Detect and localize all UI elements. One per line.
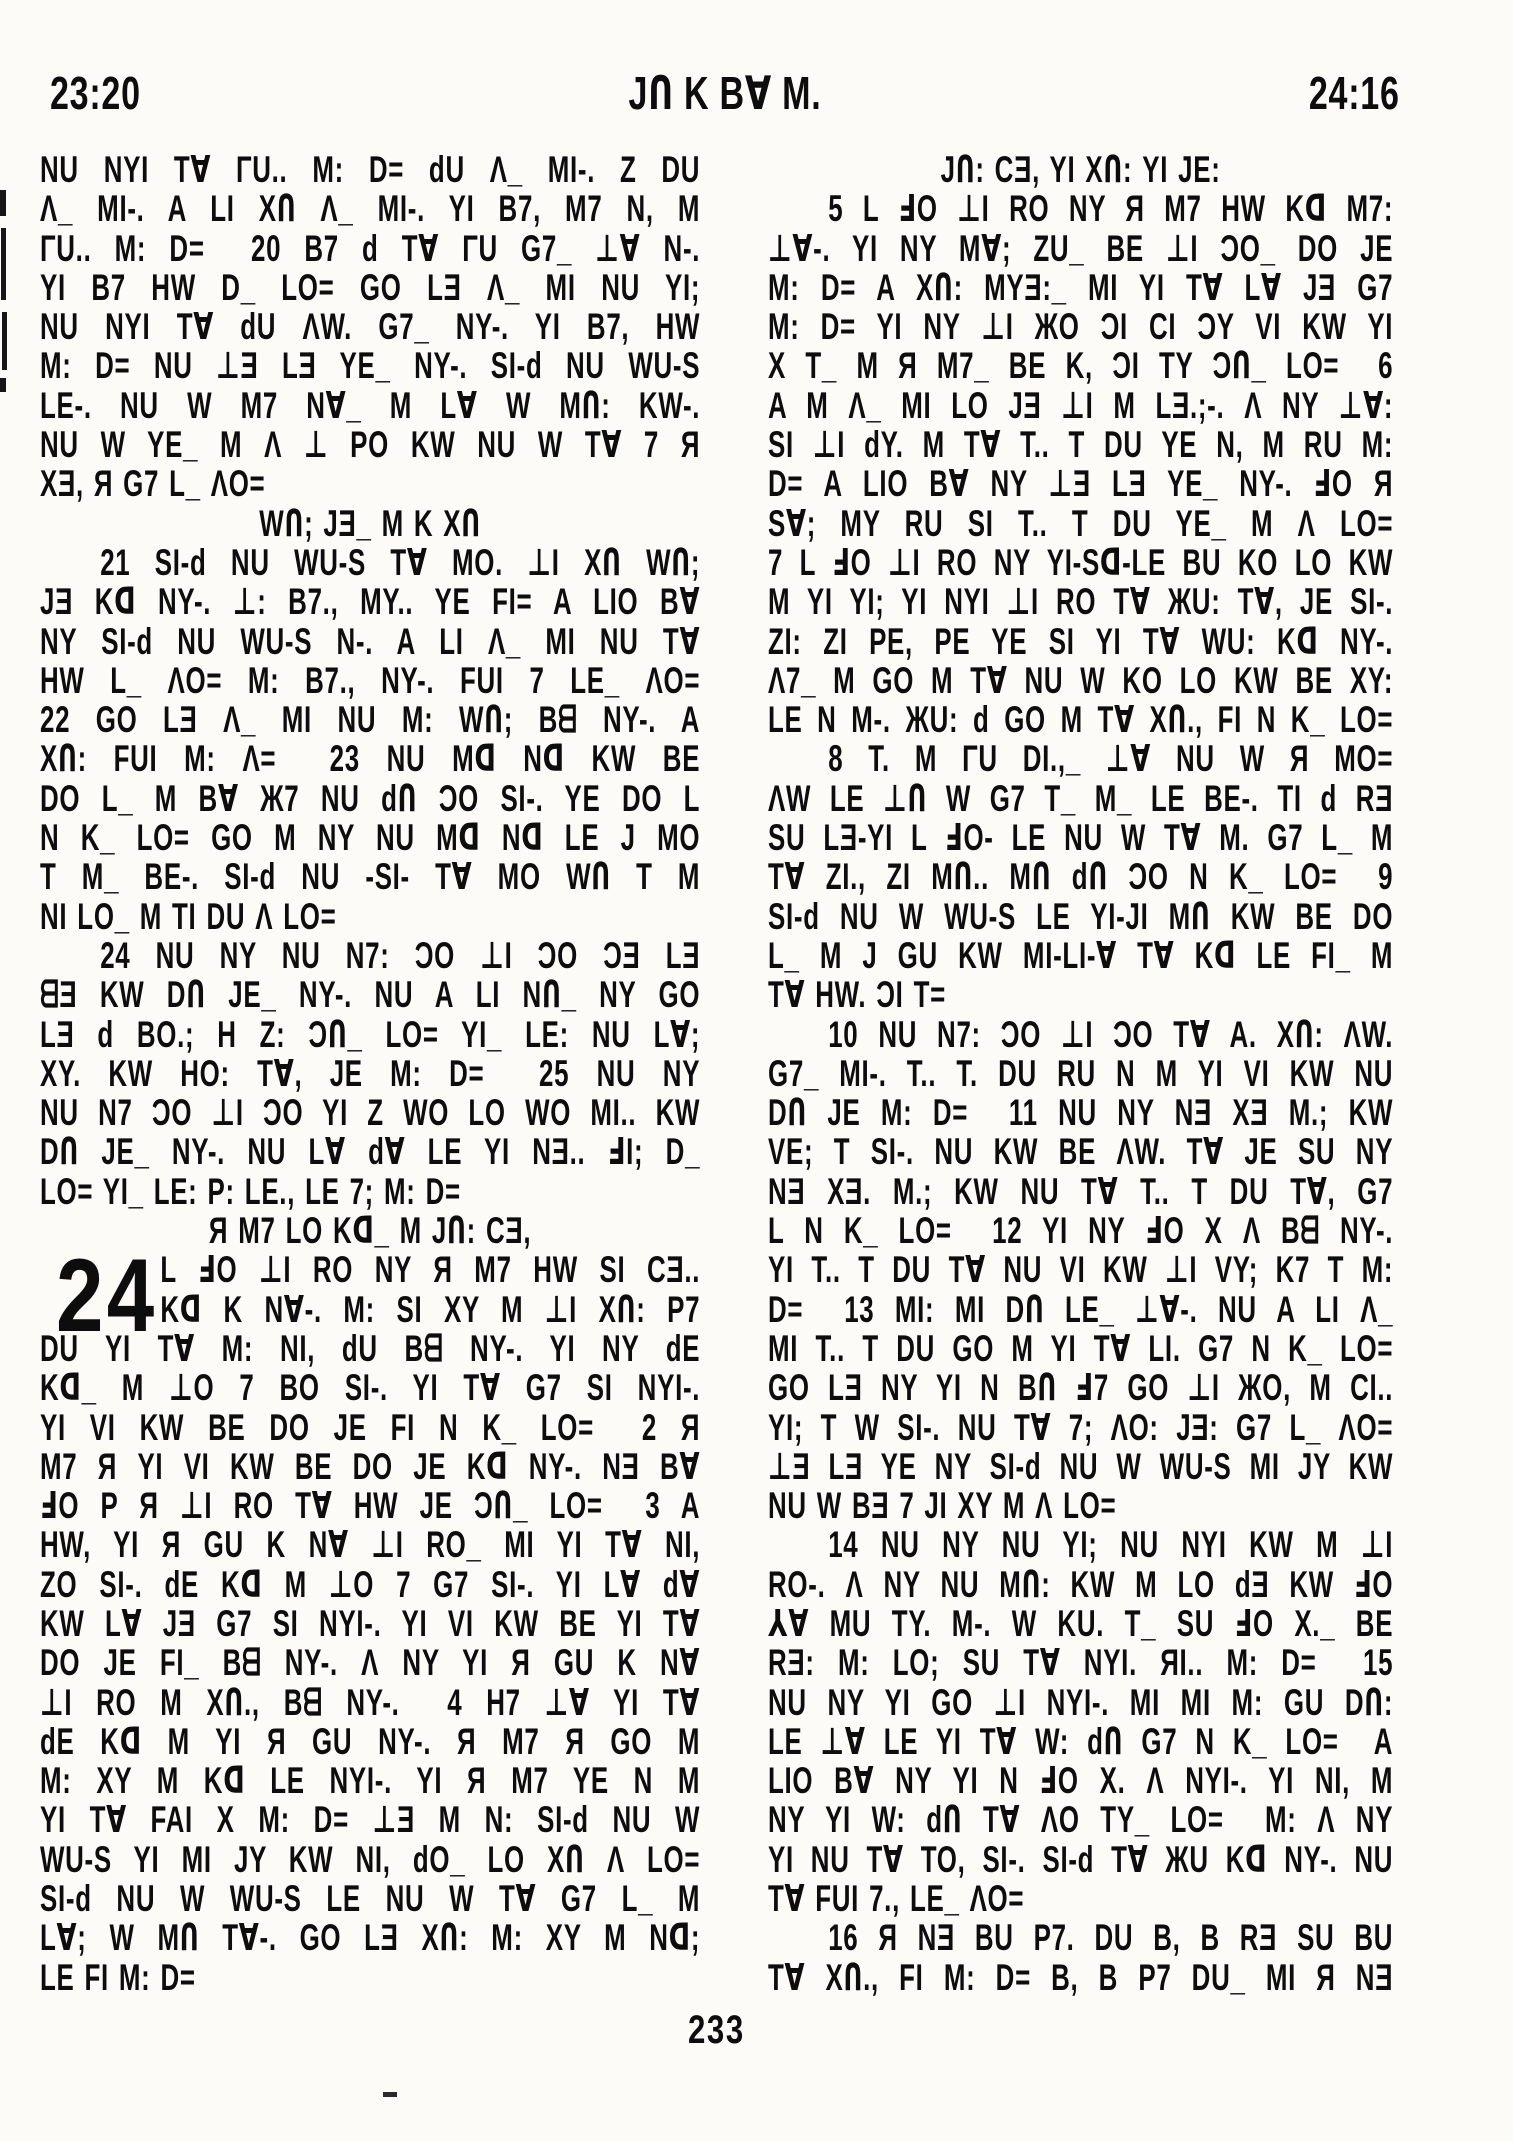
verse-line: D= A LIO B∀ NY ⊥Ǝ LƎ YE_ NY-. ℲO Я [768,464,1394,504]
verse-line: YI T∀ FAI X M: D= ⊥Ǝ M N: SI-d NU W [40,1800,701,1840]
verse-line: Λ7_ M GO M T∀ NU W KO LO KW BE XY: [768,660,1394,701]
verse-line: ΛW LE ⊥Ո W G7 T_ M_ LE BE-. TI d RƎ [768,778,1394,819]
verse-line: MI T.. T DU GO M YI T∀ LI. G7 N K_ LO= [768,1328,1394,1369]
verse-line: SU LƎ-YI L ℲO- LE NU W T∀ M. G7 L_ M [768,818,1394,858]
verse-line: NU NYI T∀ ΓU.. M: D= dU Λ_ MI-. Z DU [40,150,701,190]
section-heading: Я M7 LO Kᗡ_ M JՈ: CƎ, [208,1211,532,1251]
chapter-verse-ref-left: 23:20 [50,67,141,119]
verse-line: LE N M-. ЖU: d GO M T∀ XՈ., FI N K_ LO= [768,700,1394,740]
binding-mark [0,378,6,392]
verse-line: RƎ: M: LO; SU T∀ NYI. ЯI.. M: D= 15 [768,1643,1394,1683]
verse-line: D= 13 MI: MI DՈ LE_ ⊥∀-. NU A LI Λ_ [768,1289,1394,1329]
verse-line: DU YI T∀ M: NI, dU Bᗺ NY-. YI NY dE [40,1328,701,1369]
verse-line: LE-. NU W M7 N∀_ M L∀ W MՈ: KW-. [40,385,701,426]
verse-line: HW, YI Я GU K N∀ ⊥I RO_ MI YI T∀ NI, [40,1525,701,1565]
verse-line: LE FI M: D= [40,1957,196,1997]
verse-line: 5 L ℲO ⊥I RO NY Я M7 HW Kᗡ M7: [828,189,1394,229]
running-header [50,66,1400,119]
verse-line: 24 NU NY NU N7: ƆO ⊥I ƆO ƆƎ LƎ [100,935,701,976]
verse-line: NU W YE_ M Λ ⊥ PO KW NU W T∀ 7 Я [40,425,701,465]
binding-mark [0,190,6,216]
verse-line: DՈ JE_ NY-. NU L∀ d∀ LE YI NƎ.. ℲI; D_ [40,1132,701,1172]
binding-mark [2,312,7,370]
verse-line: ZO SI-. dE Kᗡ M ⊥O 7 G7 SI-. YI L∀ d∀ [40,1564,701,1604]
verse-line: ⊥∀-. YI NY M∀; ZU_ BE ⊥I ƆO_ DO JE [768,228,1394,268]
verse-line: ZI: ZI PE, PE YE SI YI T∀ WU: Kᗡ NY-. [768,621,1394,661]
verse-line: Kᗡ K N∀-. M: SI XY M ⊥I XՈ: P7 [160,1289,701,1329]
chapter-verse-ref-right: 24:16 [1309,67,1400,119]
verse-line: 10 NU N7: ƆO ⊥I ƆO T∀ A. XՈ: ΛW. [828,1014,1394,1054]
verse-line: NƎ XƎ. M.; KW NU T∀ T.. T DU T∀, G7 [768,1171,1394,1212]
scan-artifact [383,2092,397,2097]
verse-line: XՈ: FUI M: Λ= 23 NU Mᗡ Nᗡ KW BE [40,739,701,779]
verse-line: ΓU.. M: D= 20 B7 d T∀ ΓU G7_ ⊥∀ N-. [40,228,701,268]
verse-line: SI-d NU W WU-S LE NU W T∀ G7 L_ M [40,1879,701,1919]
verse-line: 22 GO LƎ Λ_ MI NU M: WՈ; Bᗺ NY-. A [40,700,701,740]
verse-line: YI NU T∀ TO, SI-. SI-d T∀ ЖU Kᗡ NY-. NU [768,1839,1394,1880]
verse-line: YI B7 HW D_ LO= GO LƎ Λ_ MI NU YI; [40,267,701,308]
verse-line: NY SI-d NU WU-S N-. A LI Λ_ MI NU T∀ [40,621,701,661]
verse-line: G7_ MI-. T.. T. DU RU N M YI VI KW NU [768,1053,1394,1094]
left-column-text [40,150,700,1997]
chapter-number-dropcap: 24 [56,1238,158,1354]
verse-line: T M_ BE-. SI-d NU -SI- T∀ MO WՈ T M [40,857,701,897]
binding-mark [1,228,6,300]
verse-line: YI VI KW BE DO JE FI N K_ LO= 2 Я [40,1407,701,1447]
verse-line: ⊥I RO M XՈ., Bᗺ NY-. 4 H7 ⊥∀ YI T∀ [40,1682,701,1722]
verse-line: Kᗡ_ M ⊥O 7 BO SI-. YI T∀ G7 SI NYI-. [40,1368,701,1408]
verse-line: LE ⊥∀ LE YI T∀ W: dՈ G7 N K_ LO= A [768,1721,1394,1762]
verse-line: M: D= YI NY ⊥I ЖO ƆI CI ƆY VI KW YI [768,307,1394,347]
verse-line: ᗺƎ KW DՈ JE_ NY-. NU A LI NՈ_ NY GO [40,975,701,1015]
verse-line: DO L_ M B∀ Ж7 NU dՈ ƆO SI-. YE DO L [40,778,701,819]
verse-line: 21 SI-d NU WU-S T∀ MO. ⊥I XՈ WՈ; [100,542,701,583]
verse-line: T∀ ZI., ZI MՈ.. MՈ dՈ ƆO N K_ LO= 9 [768,857,1394,897]
verse-line: YI T.. T DU T∀ NU VI KW ⊥I VY; K7 T M: [768,1250,1394,1290]
verse-line: S∀; MY RU SI T.. T DU YE_ M Λ LO= [768,503,1394,543]
verse-line: SI ⊥I dY. M T∀ T.. T DU YE N, M RU M: [768,425,1394,465]
section-heading: WՈ; JƎ_ M K XՈ [259,503,481,543]
verse-line: M: D= A XՈ: MYƎ:_ MI YI T∀ L∀ JƎ G7 [768,267,1394,308]
running-title: JՈ K B∀ M. [628,67,822,119]
verse-line: M YI YI; YI NYI ⊥I RO T∀ ЖU: T∀, JE SI-. [768,582,1394,622]
page-number: 233 [688,2008,745,2052]
verse-line: SI-d NU W WU-S LE YI-JI MՈ KW BE DO [768,896,1394,936]
verse-line: 14 NU NY NU YI; NU NYI KW M ⊥I [828,1525,1394,1565]
verse-line: NU N7 ƆO ⊥I ƆO YI Z WO LO WO MI.. KW [40,1093,701,1133]
verse-line: ℲO P Я ⊥I RO T∀ HW JE ƆՈ_ LO= 3 A [40,1486,701,1526]
verse-line: A M Λ_ MI LO JƎ ⊥I M LƎ.;-. Λ NY ⊥∀: [768,385,1394,426]
verse-line: KW L∀ JƎ G7 SI NYI-. YI VI KW BE YI T∀ [40,1603,701,1644]
verse-line: X T_ M Я M7_ BE K, ƆI TY ƆՈ_ LO= 6 [768,346,1394,386]
verse-line: VE; T SI-. NU KW BE ΛW. T∀ JE SU NY [768,1132,1394,1172]
right-column [768,150,1393,1997]
verse-line: XƎ, Я G7 L_ ΛO= [40,464,266,504]
verse-line: DՈ JE M: D= 11 NU NY NƎ XƎ M.; KW [768,1093,1394,1133]
verse-line: NU W BƎ 7 JI XY M Λ LO= [768,1486,1117,1526]
verse-line: WU-S YI MI JY KW NI, dO_ LO XՈ Λ LO= [40,1839,701,1880]
verse-line: M: D= NU ⊥Ǝ LƎ YE_ NY-. SI-d NU WU-S [40,346,701,386]
verse-line: ⅄∀ MU TY. M-. W KU. T_ SU ℲO X._ BE [768,1603,1394,1644]
verse-line: NY YI W: dՈ T∀ ΛO TY_ LO= M: Λ NY [768,1800,1394,1840]
section-heading: JՈ: CƎ, YI XՈ: YI JE: [940,150,1221,190]
verse-line: LƎ d BO.; H Z: ƆՈ_ LO= YI_ LE: NU L∀; [40,1014,701,1054]
verse-line: L_ M J GU KW MI-LI-∀ T∀ Kᗡ LE FI_ M [768,935,1394,976]
verse-line: LIO B∀ NY YI N ℲO X. Λ NYI-. YI NI, M [768,1761,1394,1801]
left-column [40,150,700,1997]
verse-line: T∀ XՈ., FI M: D= B, B P7 DU_ MI Я NƎ [768,1957,1394,1997]
right-column-text [768,150,1393,1997]
verse-line: Λ_ MI-. A LI XՈ Λ_ MI-. YI B7, M7 N, M [40,189,701,229]
verse-line: GO LƎ NY YI N BՈ Ⅎ7 GO ⊥I ЖO, M CI.. [768,1368,1394,1408]
verse-line: YI; T W SI-. NU T∀ 7; ΛO: JƎ: G7 L_ ΛO= [768,1407,1394,1447]
verse-line: L ℲO ⊥I RO NY Я M7 HW SI CƎ.. [160,1250,701,1290]
verse-line: M7 Я YI VI KW BE DO JE Kᗡ NY-. NƎ B∀ [40,1446,701,1487]
verse-line: T∀ HW. ƆI T= [768,975,946,1015]
verse-line: HW L_ ΛO= M: B7., NY-. FUI 7 LE_ ΛO= [40,660,701,701]
verse-line: 16 Я NƎ BU P7. DU B, B RƎ SU BU [828,1918,1394,1958]
verse-line: 7 L ℲO ⊥I RO NY YI-Sᗡ-LE BU KO LO KW [768,542,1394,583]
verse-line: 8 T. M ΓU DI.,_ ⊥∀ NU W Я MO= [828,739,1394,779]
verse-line: NU NYI T∀ dU ΛW. G7_ NY-. YI B7, HW [40,307,701,347]
verse-line: L∀; W MՈ T∀-. GO LƎ XՈ: M: XY M Nᗡ; [40,1918,701,1958]
verse-line: DO JE FI_ Bᗺ NY-. Λ NY YI Я GU K N∀ [40,1643,701,1683]
verse-line: JƎ Kᗡ NY-. ⊥: B7., MY.. YE FI= A LIO B∀ [40,582,701,622]
verse-line: dE Kᗡ M YI Я GU NY-. Я M7 Я GO M [40,1721,701,1762]
verse-line: M: XY M Kᗡ LE NYI-. YI Я M7 YE N M [40,1761,701,1801]
verse-line: RO-. Λ NY NU MՈ: KW M LO dƎ KW ℲO [768,1564,1394,1604]
verse-line: NU NY YI GO ⊥I NYI-. MI MI M: GU DՈ: [768,1682,1394,1722]
verse-line: ⊥Ǝ LƎ YE NY SI-d NU W WU-S MI JY KW [768,1446,1394,1487]
verse-line: LO= YI_ LE: P: LE., LE 7; M: D= [40,1171,461,1212]
verse-line: T∀ FUI 7., LE_ ΛO= [768,1879,1025,1919]
verse-line: NI LO_ M TI DU Λ LO= [40,896,337,936]
verse-line: XY. KW HO: T∀, JE M: D= 25 NU NY [40,1053,701,1094]
verse-line: L N K_ LO= 12 YI NY ℲO X Λ Bᗺ NY-. [768,1211,1394,1251]
verse-line: N K_ LO= GO M NY NU Mᗡ Nᗡ LE J MO [40,818,701,858]
